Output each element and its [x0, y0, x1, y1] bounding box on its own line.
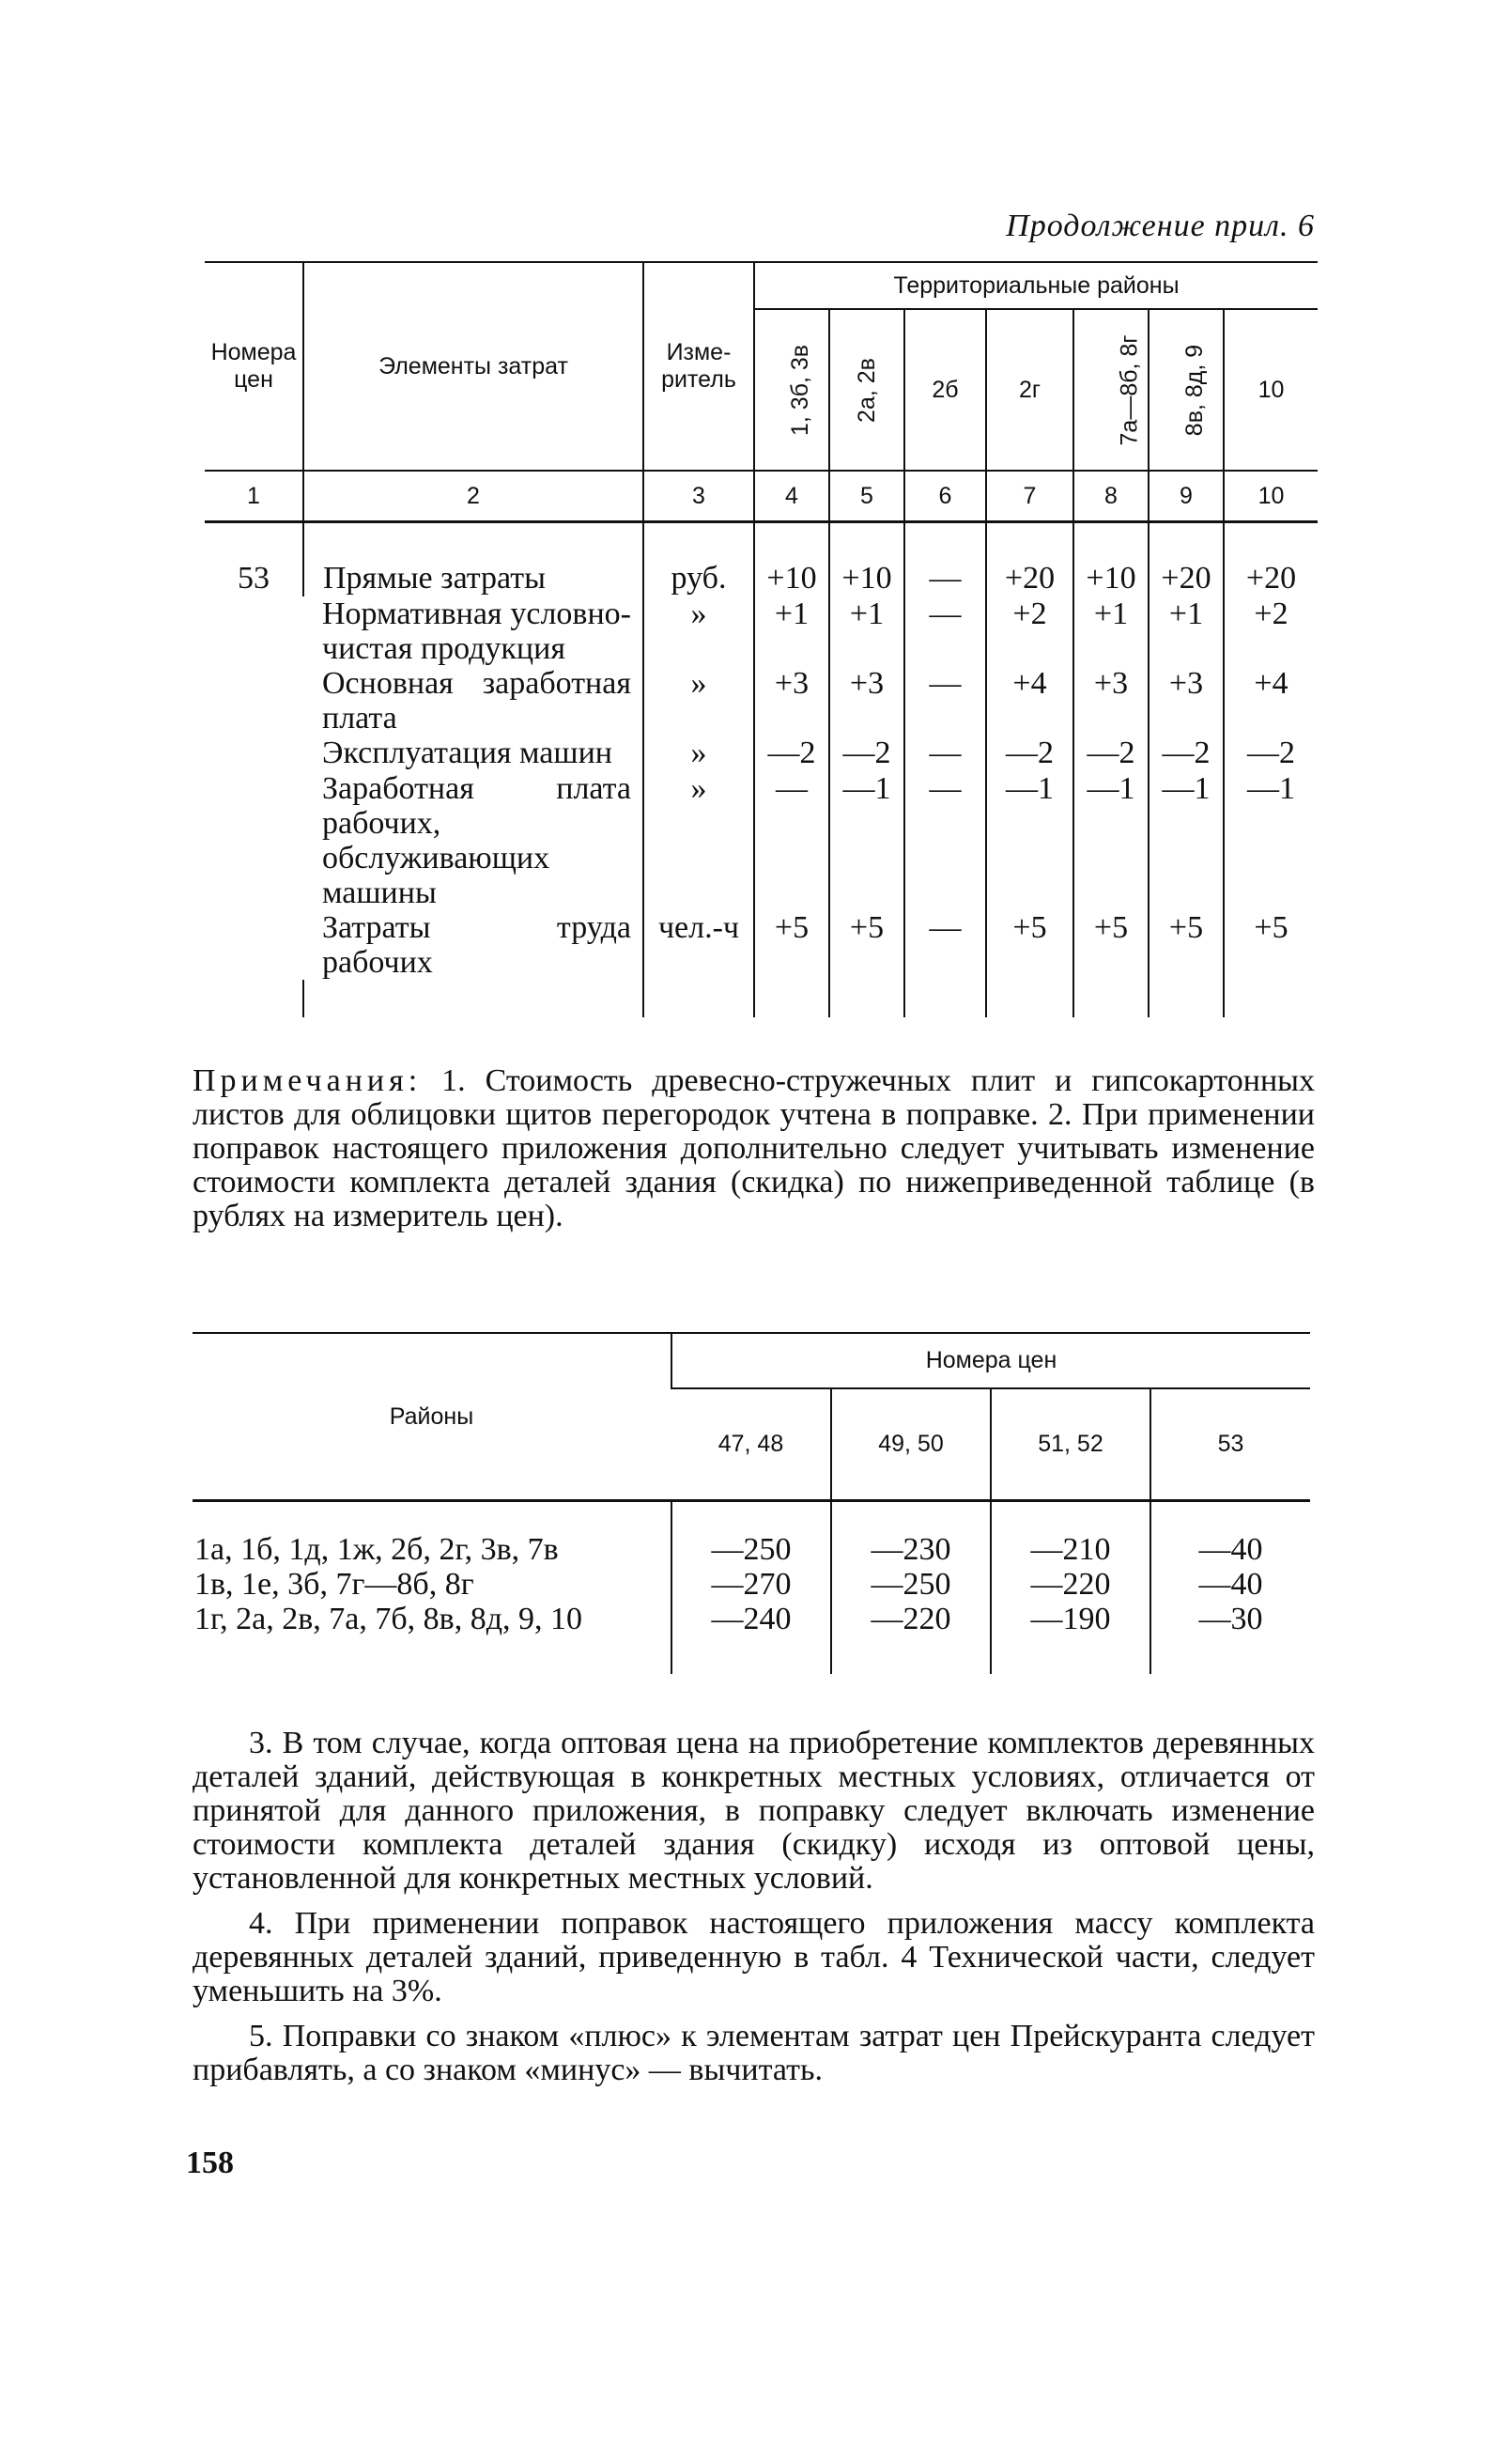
value-cell: —30	[1150, 1602, 1310, 1636]
header-price-col: 47, 48	[671, 1388, 831, 1501]
value-cell: —	[904, 736, 986, 771]
header-region-col: 7а—8б, 8г	[1073, 309, 1149, 471]
value-cell: +3	[829, 666, 904, 736]
notes-paragraph	[193, 1064, 1315, 1233]
measure: »	[643, 771, 754, 910]
notes-text: 1. Стоимость древесно-стружечных плит и гипсокартонных листов для облицовки щитов перегородок учтена в поправке. 2. При применении поправок настоящего приложения дополнительно следует учитывать изменение стоимости комплекта деталей здания (скидка) по нижеприведенной таблице (в рублях на измеритель цен).	[193, 1063, 1315, 1233]
value-cell: —210	[991, 1532, 1150, 1567]
column-number: 2	[303, 471, 643, 522]
table-row	[193, 1532, 1310, 1567]
cost-element: Затраты труда рабочих	[322, 910, 631, 980]
value-cell: —230	[831, 1532, 991, 1567]
column-number: 5	[829, 471, 904, 522]
table-row	[205, 666, 1318, 736]
measure: »	[643, 597, 754, 666]
table-row	[205, 736, 1318, 771]
header-region-col: 2г	[986, 309, 1073, 471]
note-paragraph: 4. При применении поправок настоящего приложения массу комплекта деревянных деталей зданий, приведенную в табл. 4 Технической части, следует уменьшить на 3%.	[193, 1906, 1315, 2008]
column-number: 10	[1224, 471, 1318, 522]
column-number: 4	[754, 471, 829, 522]
value-cell: +5	[1149, 910, 1224, 980]
value-cell: +1	[829, 597, 904, 666]
measure: »	[643, 666, 754, 736]
continuation-heading: Продолжение прил. 6	[1006, 209, 1315, 243]
note-paragraph: 3. В том случае, когда оптовая цена на приобретение комплектов деревянных деталей зданий, действующая в конкретных местных условиях, отличается от принятой для данного приложения, в поправку следует включать изменение стоимости комплекта деталей здания (скидку) исходя из оптовой цены, установленной для конкретных местных условий.	[193, 1726, 1315, 1896]
value-cell: —2	[986, 736, 1073, 771]
value-cell: —2	[1149, 736, 1224, 771]
value-cell: +10	[829, 561, 904, 597]
header-price-numbers: Номера цен	[671, 1333, 1310, 1388]
value-cell: —40	[1150, 1532, 1310, 1567]
value-cell: —1	[829, 771, 904, 910]
notes-lead: Примечания:	[193, 1063, 423, 1098]
corrections-table	[205, 261, 1318, 1017]
value-cell: +1	[754, 597, 829, 666]
table-row	[205, 910, 1318, 980]
page-number: 158	[186, 2146, 234, 2180]
table-row	[193, 1602, 1310, 1636]
cost-element: Прямые затраты	[303, 561, 643, 597]
header-regions: Районы	[193, 1333, 671, 1501]
table-row	[193, 1567, 1310, 1602]
column-number: 8	[1073, 471, 1149, 522]
value-cell: +5	[829, 910, 904, 980]
value-cell: —1	[1149, 771, 1224, 910]
value-cell: +4	[986, 666, 1073, 736]
column-number: 9	[1149, 471, 1224, 522]
table-row	[205, 771, 1318, 910]
header-price-col: 49, 50	[831, 1388, 991, 1501]
column-number: 1	[205, 471, 303, 522]
column-number: 7	[986, 471, 1073, 522]
value-cell: +3	[1149, 666, 1224, 736]
table-row	[205, 561, 1318, 597]
cost-element: Нормативная условно-чистая продукция	[322, 597, 631, 666]
header-price-no: Номера цен	[205, 262, 303, 471]
header-regions: Территориальные районы	[754, 262, 1318, 309]
regions-cell: 1а, 1б, 1д, 1ж, 2б, 2г, 3в, 7в	[194, 1532, 559, 1567]
value-cell: —40	[1150, 1567, 1310, 1602]
header-measure: Изме-ритель	[643, 262, 754, 471]
value-cell: —220	[831, 1602, 991, 1636]
column-number: 6	[904, 471, 986, 522]
measure: руб.	[643, 561, 754, 597]
column-number: 3	[643, 471, 754, 522]
value-cell: +20	[1149, 561, 1224, 597]
value-cell: +20	[986, 561, 1073, 597]
value-cell: —1	[1224, 771, 1318, 910]
value-cell: —	[904, 561, 986, 597]
value-cell: —250	[831, 1567, 991, 1602]
numbered-notes	[193, 1727, 1315, 2099]
value-cell: —	[904, 771, 986, 910]
cost-element: Заработная плата рабочих, обслуживающих машины	[322, 771, 631, 910]
value-cell: —	[754, 771, 829, 910]
header-region-col: 2а, 2в	[829, 309, 904, 471]
value-cell: —2	[829, 736, 904, 771]
value-cell: +2	[986, 597, 1073, 666]
header-region-col: 1, 3б, 3в	[754, 309, 829, 471]
cost-element: Эксплуатация машин	[322, 736, 612, 770]
column-number-row	[205, 471, 1318, 522]
discount-table	[193, 1332, 1310, 1674]
header-elements: Элементы затрат	[303, 262, 643, 471]
value-cell: +5	[1224, 910, 1318, 980]
value-cell: +5	[1073, 910, 1149, 980]
measure: »	[643, 736, 754, 771]
header-region-col: 10	[1224, 309, 1318, 471]
value-cell: —	[904, 597, 986, 666]
value-cell: —220	[991, 1567, 1150, 1602]
value-cell: +1	[1073, 597, 1149, 666]
value-cell: —2	[1073, 736, 1149, 771]
value-cell: +3	[754, 666, 829, 736]
value-cell: —270	[671, 1567, 831, 1602]
value-cell: —2	[1224, 736, 1318, 771]
header-region-col: 8в, 8д, 9	[1149, 309, 1224, 471]
header-price-col: 51, 52	[991, 1388, 1150, 1501]
value-cell: +10	[1073, 561, 1149, 597]
value-cell: —	[904, 910, 986, 980]
table-row	[205, 597, 1318, 666]
header-price-col: 53	[1150, 1388, 1310, 1501]
value-cell: —190	[991, 1602, 1150, 1636]
measure: чел.-ч	[643, 910, 754, 980]
header-region-col: 2б	[904, 309, 986, 471]
value-cell: +20	[1224, 561, 1318, 597]
value-cell: —1	[986, 771, 1073, 910]
regions-cell: 1в, 1е, 3б, 7г—8б, 8г	[194, 1567, 474, 1602]
value-cell: +3	[1073, 666, 1149, 736]
value-cell: +5	[754, 910, 829, 980]
value-cell: —	[904, 666, 986, 736]
cost-element: Основная заработная плата	[322, 666, 631, 736]
value-cell: —1	[1073, 771, 1149, 910]
value-cell: —250	[671, 1532, 831, 1567]
value-cell: +4	[1224, 666, 1318, 736]
value-cell: —240	[671, 1602, 831, 1636]
value-cell: +10	[754, 561, 829, 597]
value-cell: +1	[1149, 597, 1224, 666]
regions-cell: 1г, 2а, 2в, 7а, 7б, 8в, 8д, 9, 10	[194, 1602, 582, 1636]
value-cell: +5	[986, 910, 1073, 980]
value-cell: +2	[1224, 597, 1318, 666]
price-number: 53	[238, 561, 270, 596]
value-cell: —2	[754, 736, 829, 771]
note-paragraph: 5. Поправки со знаком «плюс» к элементам затрат цен Прейскуранта следует прибавлять, а со знаком «минус» — вычитать.	[193, 2019, 1315, 2087]
